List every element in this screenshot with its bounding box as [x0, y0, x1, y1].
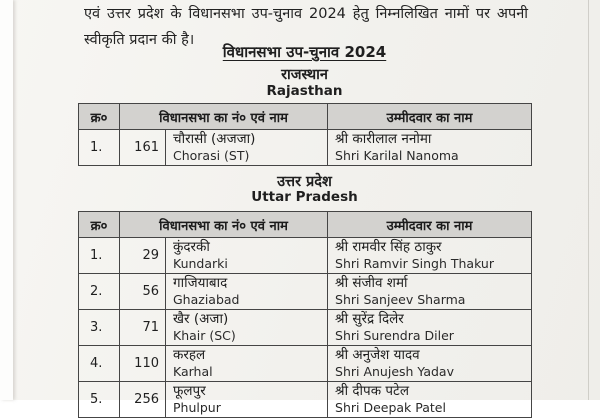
constituency-name-cell — [166, 310, 328, 346]
header-constituency: विधानसभा का नं० एवं नाम — [120, 104, 328, 130]
header-constituency: विधानसभा का नं० एवं नाम — [120, 212, 328, 238]
candidate-name-english: Shri Deepak Patel — [335, 400, 446, 415]
candidate-name-hindi: श्री संजीव शर्मा — [335, 275, 408, 291]
header-candidate: उम्मीदवार का नाम — [328, 212, 532, 238]
serial-cell: 1. — [79, 130, 120, 166]
candidate-name-cell — [328, 346, 532, 382]
table-row — [79, 382, 532, 418]
intro-line-1: एवं उत्तर प्रदेश के विधानसभा उप-चुनाव 2024 हेतु निम्नलिखित नामों पर अपनी — [84, 6, 528, 22]
candidate-name-cell — [328, 310, 532, 346]
candidate-name-english: Shri Anujesh Yadav — [335, 364, 454, 379]
candidate-name-cell — [328, 382, 532, 418]
constituency-number-cell: 71 — [120, 310, 166, 346]
table-row — [79, 346, 532, 382]
constituency-name-hindi: चौरासी (अजजा) — [173, 131, 256, 147]
candidate-name-cell — [328, 238, 532, 274]
constituency-name-english: Ghaziabad — [173, 292, 240, 307]
candidate-name-cell — [328, 274, 532, 310]
constituency-number-cell: 29 — [120, 238, 166, 274]
candidate-name-hindi: श्री रामवीर सिंह ठाकुर — [335, 239, 442, 255]
candidate-name-hindi: श्री सुरेंद्र दिलेर — [335, 311, 404, 327]
header-serial: क्र० — [79, 212, 120, 238]
intro-line-2: स्वीकृति प्रदान की है। — [84, 31, 195, 48]
serial-cell: 4. — [79, 346, 120, 382]
constituency-name-hindi: खैर (अजा) — [173, 311, 229, 327]
table-header-row — [79, 212, 532, 238]
constituency-name-cell — [166, 346, 328, 382]
constituency-number-cell: 161 — [120, 130, 166, 166]
table-row — [79, 130, 532, 166]
table-row — [79, 238, 532, 274]
section-heading-rajasthan-english: Rajasthan — [266, 83, 343, 99]
candidate-name-hindi: श्री दीपक पटेल — [335, 383, 409, 399]
table-header-row — [79, 104, 532, 130]
table-row — [79, 310, 532, 346]
section-heading-uttar-pradesh-hindi: उत्तर प्रदेश — [277, 174, 332, 190]
serial-cell: 1. — [79, 238, 120, 274]
section-heading-uttar-pradesh-english: Uttar Pradesh — [251, 189, 358, 205]
page-title: विधानसभा उप-चुनाव 2024 — [222, 43, 387, 61]
candidate-name-english: Shri Sanjeev Sharma — [335, 292, 466, 307]
serial-cell: 5. — [79, 382, 120, 418]
constituency-name-english: Khair (SC) — [173, 328, 236, 343]
constituency-name-english: Phulpur — [173, 400, 221, 415]
constituency-number-cell: 110 — [120, 346, 166, 382]
serial-cell: 3. — [79, 310, 120, 346]
candidate-name-english: Shri Ramvir Singh Thakur — [335, 256, 494, 271]
serial-cell: 2. — [79, 274, 120, 310]
candidate-name-english: Shri Surendra Diler — [335, 328, 454, 343]
constituency-name-english: Chorasi (ST) — [173, 148, 250, 163]
header-candidate: उम्मीदवार का नाम — [328, 104, 532, 130]
constituency-name-hindi: करहल — [173, 347, 206, 363]
constituency-name-cell — [166, 130, 328, 166]
constituency-number-cell: 56 — [120, 274, 166, 310]
candidate-name-english: Shri Karilal Nanoma — [335, 148, 459, 163]
header-serial: क्र० — [79, 104, 120, 130]
candidate-name-hindi: श्री कारीलाल ननोमा — [335, 131, 432, 147]
rajasthan-table — [78, 103, 532, 166]
table-row — [79, 274, 532, 310]
constituency-name-cell — [166, 274, 328, 310]
constituency-number-cell: 256 — [120, 382, 166, 418]
constituency-name-english: Kundarki — [173, 256, 228, 271]
constituency-name-hindi: गाजियाबाद — [173, 275, 228, 291]
constituency-name-cell — [166, 238, 328, 274]
constituency-name-hindi: कुंदरकी — [173, 239, 210, 255]
uttar-pradesh-table — [78, 211, 532, 418]
constituency-name-cell — [166, 382, 328, 418]
constituency-name-hindi: फूलपुर — [173, 383, 206, 399]
candidate-name-cell — [328, 130, 532, 166]
section-heading-rajasthan-hindi: राजस्थान — [281, 67, 328, 83]
candidate-name-hindi: श्री अनुजेश यादव — [335, 347, 420, 363]
constituency-name-english: Karhal — [173, 364, 213, 379]
